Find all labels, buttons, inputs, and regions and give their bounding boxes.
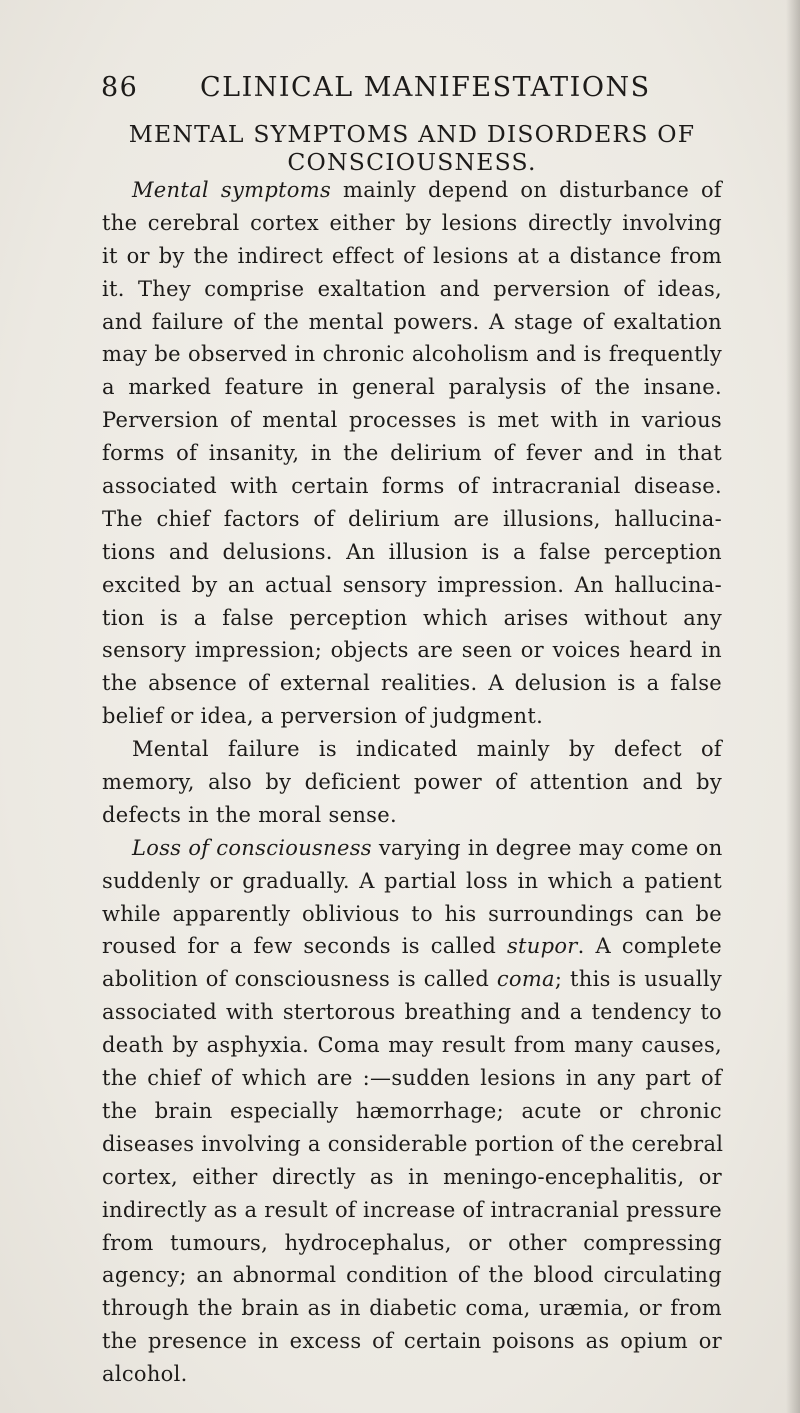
text-line: Loss of consciousness varying in degree may come on [132,835,723,860]
text-line: the presence in excess of certain poisons as opium or [102,1329,722,1354]
section-heading-line: CONSCIOUSNESS. [287,148,537,176]
text-line: The chief factors of delirium are illusions, hallucina- [102,506,722,531]
text-line: and failure of the mental powers. A stage of exaltation [102,309,722,334]
text-line: while apparently oblivious to his surroundings can be [102,901,722,926]
text-line: memory, also by deficient power of attention and by [102,770,722,795]
text-line: it. They comprise exaltation and perversion of ideas, [102,276,722,301]
text-line: excited by an actual sensory impression. An hallucina- [102,572,722,597]
text-line: diseases involving a considerable portion of the cerebral [102,1131,724,1156]
text-line: the brain especially hæmorrhage; acute or chronic [102,1098,722,1123]
text-line: belief or idea, a perversion of judgment. [102,704,544,729]
page-edge-shadow [786,0,800,1413]
text-line: alcohol. [102,1362,188,1387]
text-line: associated with stertorous breathing and a tendency to [102,1000,722,1025]
text-line: tions and delusions. An illusion is a false perception [102,539,722,564]
text-line: death by asphyxia. Coma may result from many causes, [102,1033,722,1058]
text-line: Mental failure is indicated mainly by defect of [132,737,722,762]
text-line: Perversion of mental processes is met with in various [102,408,722,433]
text-line: associated with certain forms of intracranial disease. [102,474,722,499]
text-line: sensory impression; objects are seen or voices heard in [102,638,722,663]
text-line: roused for a few seconds is called stupor. A complete [102,934,723,959]
text-line: the chief of which are :—sudden lesions in any part of [102,1066,722,1091]
running-title: CLINICAL MANIFESTATIONS [200,72,651,103]
italic-term: coma [496,967,555,992]
section-heading [102,120,722,176]
text-line: cortex, either directly as in meningo-encephalitis, or [102,1164,722,1189]
italic-term: Loss of consciousness [132,835,372,860]
running-head [101,72,651,112]
text-line: tion is a false perception which arises without any [102,605,722,630]
italic-term: stupor [506,934,578,959]
text-line: it or by the indirect effect of lesions at a distance from [102,243,722,268]
text-line: the absence of external realities. A delusion is a false [102,671,722,696]
text-line: suddenly or gradually. A partial loss in which a patient [102,868,722,893]
text-line: defects in the moral sense. [102,802,397,827]
text-line: may be observed in chronic alcoholism and is frequently [102,342,722,367]
page-number: 86 [101,72,139,103]
text-line: through the brain as in diabetic coma, uræmia, or from [102,1296,722,1321]
text-line: the cerebral cortex either by lesions directly involving [102,210,722,235]
text-line: forms of insanity, in the delirium of fever and in that [102,441,722,466]
text-line: a marked feature in general paralysis of the insane. [102,375,722,400]
text-line: agency; an abnormal condition of the blood circulating [102,1263,722,1288]
body-text [102,174,722,1391]
text-line: indirectly as a result of increase of intracranial pressure [102,1197,723,1222]
text-line: from tumours, hydrocephalus, or other compressing [102,1230,722,1255]
text-line: Mental symptoms mainly depend on disturbance of [132,178,723,202]
text-line: abolition of consciousness is called coma; this is usually [102,967,723,992]
section-heading-line: MENTAL SYMPTOMS AND DISORDERS OF [128,120,696,148]
italic-term: Mental symptoms [132,178,332,202]
